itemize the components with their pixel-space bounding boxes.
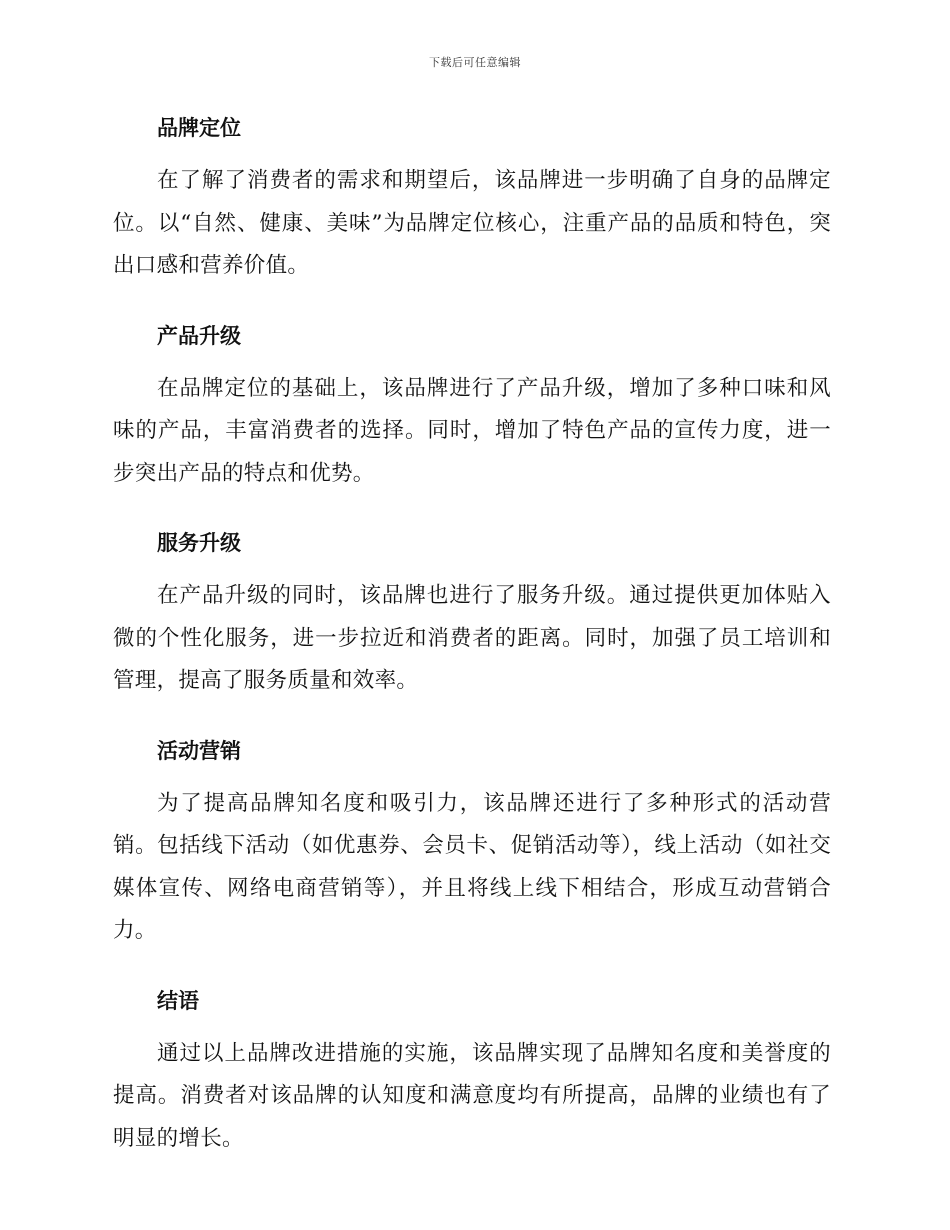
section-event-marketing [113,731,831,953]
section-title: 服务升级 [157,531,241,555]
section-title: 结语 [157,988,199,1013]
section-conclusion [113,981,831,1161]
section-title: 产品升级 [157,323,241,348]
section-paragraph: 在了解了消费者的需求和期望后，该品牌进一步明确了自身的品牌定位。以“自然、健康、美味”为品牌定位核心，注重产品的品质和特色，突出口感和营养价值。 [113,168,831,278]
section-paragraph: 通过以上品牌改进措施的实施，该品牌实现了品牌知名度和美誉度的提高。消费者对该品牌的认知度和满意度均有所提高，品牌的业绩也有了明显的增长。 [113,1040,831,1151]
document-content [113,108,831,1188]
section-brand-positioning [113,108,831,288]
section-paragraph: 为了提高品牌知名度和吸引力，该品牌还进行了多种形式的活动营销。包括线下活动（如优惠券、会员卡、促销活动等），线上活动（如社交媒体宣传、网络电商营销等），并且将线上线下相结合，形成互动营销合力。 [113,790,831,943]
page-header: 下载后可任意编辑 [429,56,521,69]
section-paragraph: 在品牌定位的基础上，该品牌进行了产品升级，增加了多种口味和风味的产品，丰富消费者的选择。同时，增加了特色产品的宣传力度，进一步突出产品的特点和优势。 [113,375,831,486]
section-product-upgrade [113,316,831,496]
section-service-upgrade [113,523,831,703]
section-title: 品牌定位 [157,116,241,140]
section-title: 活动营销 [157,738,241,763]
section-paragraph: 在产品升级的同时，该品牌也进行了服务升级。通过提供更加体贴入微的个性化服务，进一步拉近和消费者的距离。同时，加强了员工培训和管理，提高了服务质量和效率。 [113,583,831,693]
